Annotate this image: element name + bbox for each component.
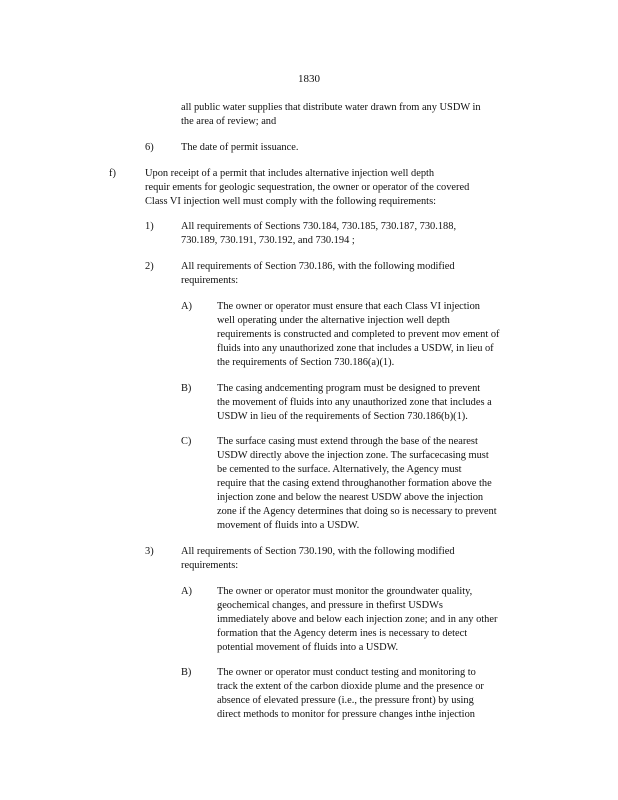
text-line: direct methods to monitor for pressure changes inthe injection <box>217 709 475 720</box>
item-label: A) <box>181 301 192 312</box>
text-line: potential movement of fluids into a USDW. <box>217 642 399 653</box>
item-f-text <box>145 167 469 209</box>
item-label: B) <box>181 667 192 678</box>
item-2-text <box>181 260 455 288</box>
item-3b-text <box>217 666 484 722</box>
text-line: fluids into any unauthorized zone that includes a USDW, in lieu of <box>217 343 494 354</box>
text-line: The casing andcementing program must be designed to prevent <box>217 383 481 394</box>
carryover-paragraph <box>181 101 481 129</box>
item-3a-text <box>217 585 497 655</box>
text-line: all public water supplies that distribute water drawn from any USDW in <box>181 102 481 113</box>
text-line: geochemical changes, and pressure in thefirst USDWs <box>217 600 443 611</box>
item-3-text <box>181 545 455 573</box>
item-label: A) <box>181 586 192 597</box>
text-line: USDW in lieu of the requirements of Section 730.186(b)(1). <box>217 411 468 422</box>
page-number: 1830 <box>298 73 320 85</box>
text-line: requirements: <box>181 560 239 571</box>
text-line: requir ements for geologic sequestration, the owner or operator of the covered <box>145 182 470 193</box>
text-line: absence of elevated pressure (i.e., the pressure front) by using <box>217 695 474 706</box>
text-line: Upon receipt of a permit that includes alternative injection well depth <box>145 168 435 179</box>
text-line: USDW directly above the injection zone. The surfacecasing must <box>217 450 489 461</box>
text-line: 730.189, 730.191, 730.192, and 730.194 ; <box>181 235 355 246</box>
item-label: 6) <box>145 142 154 153</box>
text-line: The date of permit issuance. <box>181 142 299 153</box>
text-line: zone if the Agency determines that doing so is necessary to prevent <box>217 506 497 517</box>
text-line: All requirements of Sections 730.184, 730.185, 730.187, 730.188, <box>181 221 457 232</box>
text-line: well operating under the alternative injection well depth <box>217 315 450 326</box>
item-label: C) <box>181 436 192 447</box>
text-line: be cemented to the surface. Alternatively, the Agency must <box>217 464 462 475</box>
text-line: require that the casing extend throughanother formation above the <box>217 478 492 489</box>
text-line: injection zone and below the nearest USDW above the injection <box>217 492 484 503</box>
text-line: immediately above and below each injection zone; and in any other <box>217 614 498 625</box>
text-line: formation that the Agency determ ines is necessary to detect <box>217 628 468 639</box>
text-line: The owner or operator must ensure that each Class VI injection <box>217 301 480 312</box>
item-label: 1) <box>145 221 154 232</box>
text-line: requirements: <box>181 275 239 286</box>
text-line: the requirements of Section 730.186(a)(1). <box>217 357 395 368</box>
text-line: the movement of fluids into any unauthorized zone that includes a <box>217 397 492 408</box>
item-label: 2) <box>145 261 154 272</box>
text-line: requirements is constructed and completed to prevent mov ement of <box>217 329 500 340</box>
item-1-text <box>181 220 456 248</box>
text-line: the area of review; and <box>181 116 277 127</box>
item-2c-text <box>217 435 497 533</box>
text-line: All requirements of Section 730.186, with the following modified <box>181 261 455 272</box>
item-6-text <box>181 141 298 155</box>
text-line: The owner or operator must conduct testing and monitoring to <box>217 667 476 678</box>
text-line: track the extent of the carbon dioxide plume and the presence or <box>217 681 484 692</box>
text-line: movement of fluids into a USDW. <box>217 520 360 531</box>
text-line: All requirements of Section 730.190, with the following modified <box>181 546 455 557</box>
item-label: 3) <box>145 546 154 557</box>
text-line: The surface casing must extend through the base of the nearest <box>217 436 478 447</box>
item-2a-text <box>217 300 499 370</box>
item-label: B) <box>181 383 192 394</box>
text-line: The owner or operator must monitor the groundwater quality, <box>217 586 473 597</box>
item-label: f) <box>109 168 116 179</box>
text-line: Class VI injection well must comply with the following requirements: <box>145 196 436 207</box>
item-2b-text <box>217 382 492 424</box>
